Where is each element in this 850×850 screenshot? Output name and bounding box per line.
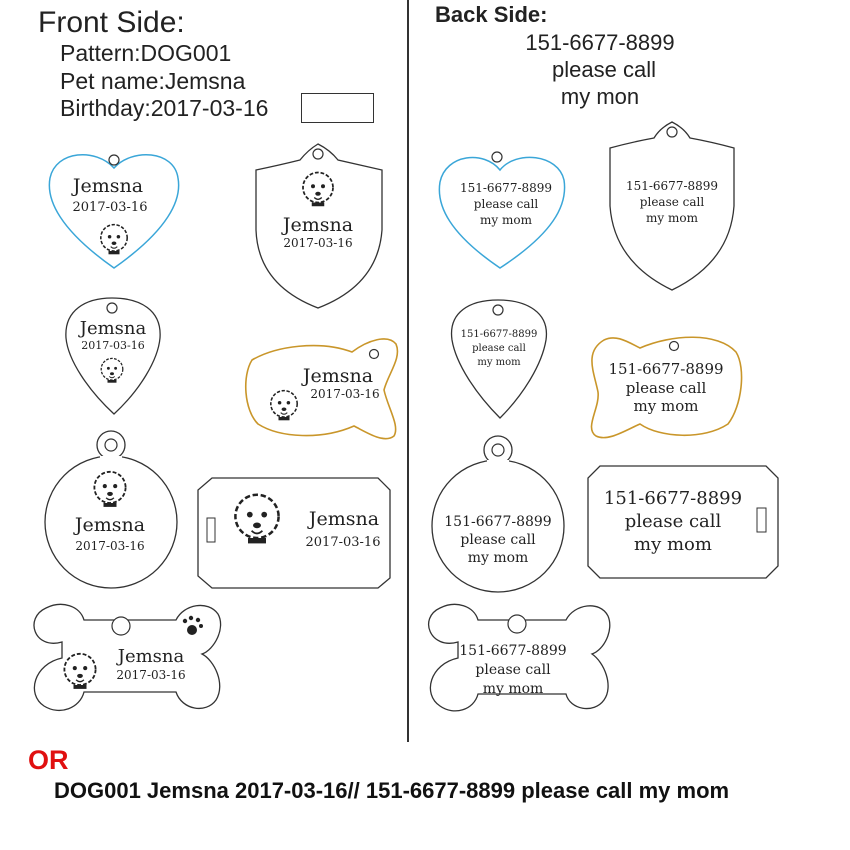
back-line3-label: my mon [560,84,640,109]
back-rect-line2: please call [624,511,722,532]
front-bone-name: Jemsna [117,646,185,667]
back-round-line2: please call [460,532,536,548]
front-heart-tag [49,155,178,268]
back-shield-tag [610,122,734,290]
front-pick-date: 2017-03-16 [81,339,145,352]
back-fish-line3: my mom [633,397,699,415]
back-round-phone: 151-6677-8899 [444,514,552,530]
back-round-tag [432,436,564,592]
back-bone-line2: please call [475,662,551,678]
back-heart-phone: 151-6677-8899 [459,181,553,195]
pet-name-label: Pet name:Jemsna [60,68,246,94]
back-heart-tag [439,152,564,268]
front-heart-date: 2017-03-16 [72,200,148,215]
front-shield-name: Jemsna [282,214,354,236]
back-pick-line3: my mom [477,357,521,368]
back-side-heading: Back Side: [435,2,548,27]
summary-text: DOG001 Jemsna 2017-03-16// 151-6677-8899 please call my mom [54,778,730,803]
back-shield-line3: my mom [646,211,698,225]
front-side-heading: Front Side: [38,6,185,39]
back-bone-phone: 151-6677-8899 [459,643,567,659]
or-label: OR [28,745,69,775]
front-heart-name: Jemsna [72,175,144,197]
front-fish-tag [246,339,398,439]
birthday-label: Birthday:2017-03-16 [60,95,269,121]
back-round-line3: my mom [467,550,529,566]
front-bone-tag [34,604,221,710]
front-round-name: Jemsna [74,514,146,536]
front-bone-date: 2017-03-16 [116,668,186,682]
back-rect-line3: my mom [634,534,712,555]
back-fish-phone: 151-6677-8899 [608,360,724,378]
front-pick-tag [66,298,160,414]
front-shield-date: 2017-03-16 [283,236,353,250]
back-heart-line2: please call [473,197,539,211]
front-round-tag [45,431,177,588]
back-shield-line2: please call [639,195,705,209]
front-rect-date: 2017-03-16 [305,535,381,550]
front-rect-name: Jemsna [308,508,380,530]
front-rect-tag [198,478,390,588]
pattern-label: Pattern:DOG001 [60,40,232,66]
front-pick-name: Jemsna [79,318,147,339]
back-heart-line3: my mom [480,213,532,227]
back-line2-label: please call [552,57,656,82]
front-round-date: 2017-03-16 [75,539,145,553]
back-phone-label: 151-6677-8899 [525,30,675,55]
back-bone-tag [429,604,610,710]
back-bone-line3: my mom [482,681,544,697]
front-shield-tag [256,144,382,308]
back-fish-tag [591,337,741,437]
back-rect-phone: 151-6677-8899 [603,488,743,509]
back-pick-line2: please call [472,343,526,354]
back-rect-tag [588,466,778,578]
front-fish-date: 2017-03-16 [310,387,380,401]
front-fish-name: Jemsna [302,365,374,387]
back-shield-phone: 151-6677-8899 [625,179,719,193]
back-pick-phone: 151-6677-8899 [460,329,538,340]
back-pick-tag [452,300,547,418]
back-fish-line2: please call [625,379,707,397]
